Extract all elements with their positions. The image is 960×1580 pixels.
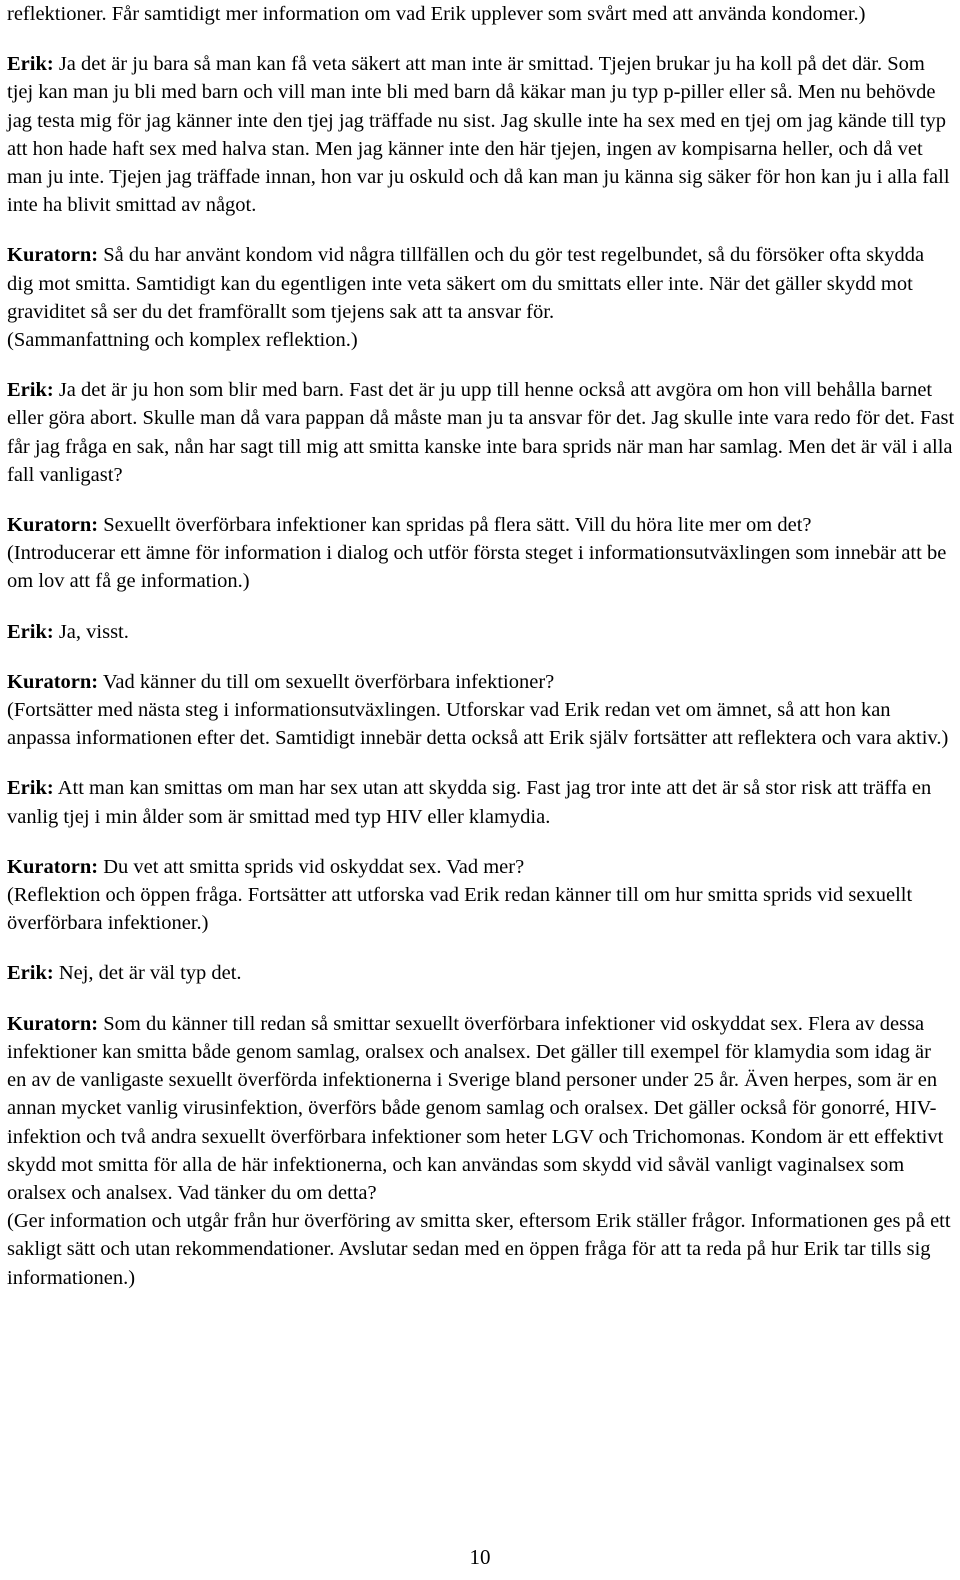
speaker-label: Kuratorn: xyxy=(7,670,99,693)
commentary-text: (Ger information och utgår från hur överföring av smitta sker, eftersom Erik ställer frågor. Informationen ges på ett sakligt sätt och utan rekommendationer. Avslutar sedan med en öppen fråga för att ta reda på hur Erik tar tills sig informationen.) xyxy=(7,1210,951,1289)
dialogue-entry-kuratorn xyxy=(7,241,955,354)
dialogue-line xyxy=(7,853,955,881)
utterance-text: Så du har använt kondom vid några tillfällen och du gör test regelbundet, så du försöker ofta skydda dig mot smitta. Samtidigt kan du egentligen inte veta säkert om du smittats eller inte. När det gäller skydd mot graviditet så ser du det framförallt som tjejens sak att ta ansvar för. xyxy=(7,244,925,323)
dialogue-line xyxy=(7,959,955,987)
utterance-text: Sexuellt överförbara infektioner kan spridas på flera sätt. Vill du höra lite mer om det? xyxy=(98,514,812,537)
dialogue-line xyxy=(7,511,955,539)
utterance-text: Vad känner du till om sexuellt överförbara infektioner? xyxy=(98,670,555,693)
speaker-label: Kuratorn: xyxy=(7,244,99,267)
dialogue-line xyxy=(7,1010,955,1207)
speaker-label: Erik: xyxy=(7,962,54,985)
utterance-text: Ja, visst. xyxy=(53,620,129,643)
dialogue-line xyxy=(7,50,955,219)
speaker-label: Erik: xyxy=(7,620,54,643)
utterance-text: Ja det är ju bara så man kan få veta säkert att man inte är smittad. Tjejen brukar ju ha koll på det där. Som tjej kan man ju bli med barn och vill man inte bli med barn då käkar man ju typ p-piller eller så. Men nu behövde jag testa mig för jag känner inte den tjej jag träffade nu sist. Jag skulle inte ha sex med en tjej om jag kände till typ att hon hade haft sex med halva stan. Men jag känner inte den här tjejen, ingen av kompisarna heller, och då vet man ju inte. Tjejen jag träffade innan, hon var ju oskuld och då kan man ju känna sig säker för hon kan ju i alla fall inte ha blivit smittad av något. xyxy=(7,53,950,217)
dialogue-line xyxy=(7,668,955,696)
commentary-text: (Introducerar ett ämne för information i dialog och utför första steget i informationsutväxlingen som innebär att be om lov att få ge information.) xyxy=(7,542,947,593)
commentary-text: (Fortsätter med nästa steg i informationsutväxlingen. Utforskar vad Erik redan vet om ämnet, så att hon kan anpassa informationen efter det. Samtidigt innebär detta också att Erik själv fortsätter att reflektera och vara aktiv.) xyxy=(7,699,949,750)
dialogue-entry-kuratorn xyxy=(7,511,955,596)
utterance-text: Som du känner till redan så smittar sexuellt överförbara infektioner vid oskyddat sex. Flera av dessa infektioner kan smitta både genom samlag, oralsex och analsex. Det gäller till exempel för klamydia som idag är en av de vanligaste sexuellt överförda infektionerna i Sverige bland personer under 25 år. Även herpes, som är en annan mycket vanlig virusinfektion, överförs både genom samlag och oralsex. Det gäller också för gonorré, HIV-infektion och två andra sexuellt överförbara infektioner som heter LGV och Trichomonas. Kondom är ett effektivt skydd mot smitta för alla de här infektionerna, och kan användas som skydd vid såväl vanligt vaginalsex som oralsex och analsex. Vad tänker du om detta? xyxy=(7,1012,944,1204)
dialogue-entry-erik xyxy=(7,50,955,219)
speaker-label: Erik: xyxy=(7,53,54,76)
dialogue-entry-erik xyxy=(7,774,955,830)
dialogue-line xyxy=(7,376,955,489)
intro-paragraph xyxy=(7,0,955,28)
commentary-text: (Reflektion och öppen fråga. Fortsätter att utforska vad Erik redan känner till om hur smitta sprids vid sexuellt överförbara infektioner.) xyxy=(7,884,913,935)
dialogue-entry-kuratorn xyxy=(7,1010,955,1292)
dialogue-line xyxy=(7,618,955,646)
utterance-text: Att man kan smittas om man har sex utan att skydda sig. Fast jag tror inte att det är så stor risk att träffa en vanlig tjej i min ålder som är smittad med typ HIV eller klamydia. xyxy=(7,777,932,828)
intro-text: reflektioner. Får samtidigt mer information om vad Erik upplever som svårt med att använda kondomer.) xyxy=(7,3,866,25)
dialogue-entry-kuratorn xyxy=(7,668,955,753)
dialogue-entry-erik xyxy=(7,376,955,489)
dialogue-line xyxy=(7,241,955,326)
dialogue-line xyxy=(7,774,955,830)
dialogue-entry-erik xyxy=(7,618,955,646)
dialogue-entry-erik xyxy=(7,959,955,987)
speaker-label: Kuratorn: xyxy=(7,855,99,878)
utterance-text: Du vet att smitta sprids vid oskyddat sex. Vad mer? xyxy=(98,855,525,878)
speaker-label: Kuratorn: xyxy=(7,514,99,537)
commentary-text: (Sammanfattning och komplex reflektion.) xyxy=(7,329,358,352)
utterance-text: Nej, det är väl typ det. xyxy=(53,962,242,985)
speaker-label: Kuratorn: xyxy=(7,1012,99,1035)
dialogue-entry-kuratorn xyxy=(7,853,955,938)
speaker-label: Erik: xyxy=(7,379,54,402)
page-number: 10 xyxy=(469,1545,491,1569)
speaker-label: Erik: xyxy=(7,777,54,800)
document-page xyxy=(7,0,955,1314)
utterance-text: Ja det är ju hon som blir med barn. Fast det är ju upp till henne också att avgöra om hon vill behålla barnet eller göra abort. Skulle man då vara pappan då måste man ju ta ansvar för det. Jag skulle inte vara redo för det. Fast får jag fråga en sak, nån har sagt till mig att smitta kanske inte bara sprids när man har samlag. Men det är väl i alla fall vanligast? xyxy=(7,379,955,486)
